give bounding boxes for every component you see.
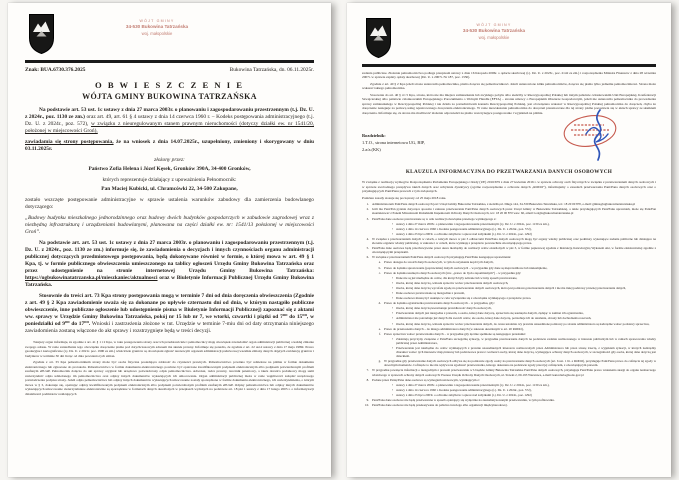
gdpr-item-label: 9. [366,398,369,403]
representative-line: Pan Maciej Kubicki, ul. Chramcówki 22, 34-500 Zakopane, [101,186,238,193]
gdpr-item-label: 7. [366,368,369,373]
gdpr-item-text: ustawy z dnia 23 lipca 2003r. o ochronie zabytków i opiece nad zabytkami (t.j. Dz. U. z 2024r., poz. 1292) [396,231,532,236]
gdpr-item-text: W przypadku powzięcia informacji o niezgodnym z prawem przetwarzaniu w Urzędzie Gminy Bukowina Tatrzańska Pani/Pana danych osobowych, przysługuje Pani/Panu prawo wniesienia skargi do organu nadzorczego właściwego w sprawach ochrony danych osobowych: Prezesa Urzędu Ochrony Danych Osobowych, ul. Stawki 2, 00-193 Warszawa, e-mail: kancelaria@uodo.gov.pl [372,368,656,377]
place-date: Bukowina Tatrzańska, dn. 06.11.2025r. [229,67,314,73]
gdpr-item-label: • [391,382,393,387]
meta-row [25,67,314,73]
gdpr-intro-paragraph: W związku z realizacją wymogów Rozporządzenia Parlamentu Europejskiego i Rady (UE) 2016/679 z dnia 27 kwietnia 2016 r. w sprawie ochrony osób fizycznych w związku z przetwarzaniem danych osobowych i w sprawie swobodnego przepływu takich danych oraz uchylenia dyrektywy (ogólne rozporządzenie o ochronie danych „RODO”), informujemy o zasadach przetwarzania Pani/Pana danych osobowych oraz o przysługujących Pani/Panu prawach z tym związanych. [362,180,656,194]
publication-info-paragraph [25,240,314,289]
office-stamp-line2: 34-530 Bukowina Tatrzańska [125,24,189,30]
gdpr-clause-list [362,202,656,407]
gdpr-list-item [362,202,656,206]
gdpr-list-item [386,291,656,295]
gdpr-item-label: • [391,296,393,301]
gdpr-item-text: Pani/Pana dane osobowe nie będą przetwarzane w sposób opierający się wyłącznie na zautomatyzowanym przetwarzaniu, w tym profilowaniu. [372,398,555,403]
gdpr-item-text: ustawy z dnia 27 marca 2003r. o planowaniu i zagospodarowaniu przestrzennym (t.j. Dz. U. z 2024r., poz. 1130 ze zm.), [396,382,550,387]
gdpr-item-text: Administratorem Pani/Pana danych osobowych jest: Urząd Gminy Bukowina Tatrzańska, z siedzibą ul. Długa 144, 34-530 Bukowina Tatrzańska, tel.: 18 20 00 870, e-mail: gmina@ugbukowinatatrzanska.pl [372,202,636,207]
gdpr-item-label: • [391,226,393,231]
gdpr-list-item [386,286,656,290]
gdpr-item-label: 6. [366,255,369,260]
representative-label: których reprezentuje działający z upoważnienia Pełnomocnik: [102,177,237,184]
gdpr-item-label: e. [378,326,381,331]
office-stamp-line3: woj. małopolskie [141,30,173,36]
gdpr-item-label: • [391,306,393,311]
document-subtitle: WÓJTA GMINY BUKOWINA TATRZAŃSKA [82,92,257,101]
gdpr-item-text: Podane przez Panią/Pana dane osobowe są wymogiem ustawowym, wynikającym z: [372,377,480,382]
gdpr-effective-date: Poniższe zasady stosuje się począwszy od 25 maja 2018 roku. [362,195,447,200]
gdpr-item-label: • [391,311,393,316]
gdpr-item-text: Dane nie są już niezbędne do celów, dla których były zebrane lub w inny sposób przetwarzane, [396,275,518,280]
gdpr-list-item [374,327,656,331]
gdpr-item-label: • [391,275,393,280]
gdpr-item-label: 10. [365,403,369,408]
coat-of-arms-icon [28,13,55,55]
gdpr-list-item [362,207,656,215]
gdpr-item-text: Dane osobowe muszą być usunięte w celu wywiązania się z obowiązku wynikającego z przepisów prawa. [396,296,532,301]
gdpr-item-text: Pani/Pana dane osobowe przetwarzane są w celu realizacji obowiązku prawnego wynikającego z: [372,216,497,221]
gdpr-item-text: Osoba, której dane dotyczą kwestionuje prawidłowość danych osobowych, [396,306,492,311]
gdpr-item-text: Jeśli ma Pani/Pan pytania dotyczące sposobu i zakresu przetwarzania Pani/Pana danych osobowych przez Urząd Gminy w Bukowinie Tatrzańskiej, a także przysługujących Pani/Panu uprawnień, może się Pani/Pan skontaktować z Panem Mirosławem Różańskim Inspektorem Ochrony Danych Osobowych, tel.: 18 20 00 870 wew. 60, email: iod@ugbukowinatatrzanska.pl [372,207,656,216]
header-rule [362,64,656,67]
gdpr-list-item [386,276,656,280]
gdpr-item-label: • [391,321,393,326]
gdpr-item-text: Osoba, której dane dotyczą, wniosła sprzeciw wobec przetwarzania danych, do czasu ustalenia czy prawnie uzasadnione podstawy po stronie administratora są nadrzędne wobec podstawy sprzeciwu, [396,321,650,326]
gdpr-item-text: Administrator nie potrzebuje już danych dla swoich celów, ale osoba, której dane dotyczą, potrzebuje ich do ustalenia, obrony lub dochodzenia roszczeń, [396,316,592,321]
gdpr-item-label: g. [378,359,381,364]
office-stamp-line2: 34-530 Bukowina Tatrzańska [462,28,526,34]
gdpr-item-text: ustawy z dnia 14 czerwca 1960 r. Kodeks postępowania administracyjnego (t.j. Dz. U. z 2024r., poz. 572), [396,226,532,231]
distribution-item-2: 2.a/a.(KK) [362,146,381,152]
gdpr-item-label: b. [378,265,381,270]
file-access-bold: Stosownie do treści art. 73 Kpa strony postępowania mogą w terminie 7 dni od dnia doręczenia obwieszczenia (Zgodnie z art. 49 § 2 Kpa zawiadomienie uważa się za dokonane po upływie czternastu dni od dnia, w którym nastąpiło publiczne obwieszczenie, inne publiczne ogłoszenie lub udostępnienie pisma w Biuletynie Informacji Publicznej) zapoznać się z aktami ww. sprawy w Urzędzie Gminy Bukowina Tatrzańska, pokój nr 15 lub nr 7, we wtorki, czwartki i piątki od 7⁰⁰ do 15⁰⁰, w poniedziałki od 9⁰⁰ do 17⁰⁰. [25,293,314,328]
legal-basis-mid: oraz art. 49, art. 61 § 4 ustawy z dnia 14 czerwca 1960 r. – Kodeks postępowania administracyjnego (t.j. Dz. U. z 2024r., poz. 572), [25,114,314,128]
gdpr-item-text: Prawo do żądania usunięcia danych osobowych (tzw. „prawo do bycia zapomnianym”) – w przypadku gdy: [384,270,522,275]
gdpr-list-item [362,217,656,221]
gdpr-list-item [362,246,656,254]
gdpr-list-item [374,271,656,275]
gdpr-item-text: Przetwarzanie danych jest niezgodne z prawem, a osoba, której dane dotyczą, sprzeciwia się usunięciu danych, żądając w zamian ich ograniczenia, [396,311,584,316]
gdpr-list-item [386,322,656,326]
gdpr-list-item [362,237,656,245]
publication-info-text: Na podstawie art. art. 53 ust. 1c ustawy z dnia 27 marca 2003r. o planowaniu i zagospodarowaniu przestrzennym (t.j. Dz. U. z 2024r., poz. 1130 ze zm.) informuje się, że zawiadomienia o decyzjach i innych czynnościach organu administracji publicznej dotyczących przedmiotowego postępowania, będą dokonywane również w formie, o której mowa w art. 49 § 1 Kpa, tj. w formie publicznego obwieszczenia umieszczonego na tablicy ogłoszeń Urzędu Gminy Bukowina Tatrzańska oraz przez udostępnienie na stronie internetowej Urzędu Gminy Bukowina Tatrzańska: [25,240,314,275]
file-access-paragraph [25,293,314,335]
gdpr-list-item [362,378,656,382]
gdpr-list-item [362,255,656,259]
gdpr-item-label: • [391,392,393,397]
header-rule [25,60,314,63]
page-1 [8,3,331,477]
gdpr-list-item [374,260,656,264]
fine-print-stamp-duty: zadania publiczne. Złożenie pełnomocnictwa podlega przepisom ustawy z dnia 16 listopada 2006r. o opłacie skarbowej (t.j. Dz. U. z 2023r., poz. 2142 ze zm.) i rozporządzenia Ministra Finansów z dnia 28 września 2007r. w sprawie zapłaty opłaty skarbowej (Dz. U. z 2007r. Nr 187, poz. 1330). [362,71,656,80]
office-stamp-line3: woj. małopolskie [478,34,510,40]
gdpr-list-item [374,301,656,305]
gdpr-item-text: Pani/Pana dane osobowe nie będą przekazywane do państwa trzeciego albo organizacji międzynarodowej. [372,403,508,408]
gdpr-list-item [374,332,656,336]
gdpr-list-item [386,227,656,231]
office-stamp [434,23,554,41]
gdpr-list-item [386,232,656,236]
fine-print-address-duty: Tutejszy organ informuje, że zgodnie z art. 41 § 1 i 2 Kpa, w toku postępowania strony oraz ich przedstawiciele i pełnomocnicy mają obowiązek zawiadomić organ administracji publicznej o każdej zmianie swojego adresu. W razie zaniedbania tego obowiązku doręczenie pisma pod dotychczasowym adresem ma skutek prawny. Informuje się ponadto, że zgodnie z art. 22 ust.2 ustawy z dnia 17 maja 1989r. Prawo geodezyjne i kartograficzne (t.j. Dz. U. z 2021r. poz. 1990 ze zm.) właściciele gruntów są obowiązani zgłosić terenowym organom administracji państwowej wszelkie zmiany danych objętych ewidencją gruntów i budynków w terminie 30 dni licząc od dnia powstania tych zmian. [25,340,314,358]
gdpr-list-item [374,266,656,270]
submitted-by-label: złożony przez: [154,157,185,164]
fine-print-foreign-party: Stosownie do art. 40 § 4 i 5 Kpa, strona, która nie ma miejsca zamieszkania lub zwykłego pobytu albo siedziby w Rzeczypospolitej Polskiej lub innym państwie członkowskim Unii Europejskiej, Konfederacji Szwajcarskiej albo państwie członkowskim Europejskiego Porozumienia o Wolnym Handlu (EFTA) – stronie umowy o Europejskim Obszarze Gospodarczym, jeżeli nie ustanowiła pełnomocnika do prowadzenia sprawy zamieszkałego w Rzeczypospolitej Polskiej i nie działa za pośrednictwem konsula Rzeczypospolitej Polskiej, jest obowiązana wskazać w Rzeczypospolitej Polskiej pełnomocnika do doręczeń, chyba że doręczenie następuje za pomocą usług rejestrowanego doręczenia elektronicznego. W razie niewskazania pełnomocnika do doręczeń przeznaczone dla tej strony pisma pozostawia się w aktach sprawy ze skutkiem doręczenia. Informuje się, że strona ma możliwość złożenia odpowiedzi na pismo wszczynające postępowanie i wyjaśnień na piśmie. [362,92,656,115]
gdpr-item-text: ustawy z dnia 14 czerwca 1960 r. Kodeks postępowania administracyjnego (t.j. Dz. U. z 2024r., poz. 572), [396,387,532,392]
gdpr-item-text: Prawo sprzeciwu wobec przetwarzania danych – w przypadku gdy łącznie spełnione są następujące przesłanki: [384,331,526,336]
page-1-header [25,9,314,59]
legal-basis-underlined: w związku z nieuregulowanym stanem prawnym nieruchomości (dotyczy działki ew. nr 1541/20, położonej w miejscowości Groń), [25,121,314,135]
gdpr-item-label: • [391,387,393,392]
gdpr-item-text: W związku z przetwarzaniem danych w celach, o których mowa w pkt 3 odbiorcami Pani/Pana danych osobowych mogą być organy władzy publicznej oraz podmioty wykonujące zadania publiczne lub działające na zlecenie organów władzy publicznej, w zakresie i w celach, które wynikają z przepisów powszechnie obowiązującego prawa. [372,236,656,246]
gdpr-list-item [374,359,656,367]
gdpr-item-label: a. [378,260,381,265]
gdpr-item-text: Zaistnieją przyczyny związane z Pani/Pana szczególną sytuacją, w przypadku przetwarzania danych na podstawie zadania realizowanego w interesie publicznym lub w ramach sprawowania władzy publicznej przez Administratora, [396,336,656,345]
gdpr-item-label: • [391,316,393,321]
gdpr-item-label: c. [378,270,381,275]
gdpr-item-label: d. [378,301,381,306]
legal-basis-bold: Na podstawie art. 53 ust. 1c ustawy z dnia 27 marca 2003r. o planowaniu i zagospodarowaniu przestrzennym (t.j. Dz. U. z 2024r., poz. 1130 ze zm.) [25,107,314,121]
gdpr-item-text: ustawy z dnia 23 lipca 2003r. o ochronie zabytków i opiece nad zabytkami (t.j. Dz. U. z 2024r., poz. 1292) [396,392,532,397]
case-number: Znak: BUA.6730.376.2025 [25,67,86,73]
office-stamp [97,19,217,37]
page-2-header [362,13,656,63]
project-quote: „Budowy budynku mieszkalnego jednorodzinnego oraz budowy dwóch budynków gospodarczych w zabudowie zagrodowej wraz z niezbędną infrastrukturą i urządzeniami budowlanymi, planowana na części działki ew. nr: 1541/13 położonej w miejscowości Groń”. [25,215,314,236]
opening-paragraph: zostało wszczęte postępowanie administracyjne w sprawie ustalenia warunków zabudowy dla zamierzenia budowlanego dotyczącego: [25,197,314,211]
gdpr-list-item [362,398,656,402]
office-stamp-line1: WÓJT GMINY [476,23,512,27]
gdpr-list-item [386,316,656,320]
gdpr-list-item [386,281,656,285]
applicants-line: Państwo Zofia Helena i Józef Kęsek, Gronków 390A, 34-400 Gronków, [88,166,251,173]
fine-print-proxy-rules: Zgodnie z art. 33 Kpa pełnomocnikiem strony może być osoba fizyczna posiadająca zdolność do czynności prawnych. Pełnomocnictwo powinno być udzielone na piśmie w formie dokumentu elektronicznego lub zgłoszone do protokołu. Pełnomocnictwo w formie dokumentu elektronicznego powinno być opatrzone kwalifikowanym podpisem elektronicznym albo podpisem potwierdzonym profilem zaufanym ePUAP. Pełnomocnik dołącza do akt sprawy oryginał lub urzędowo poświadczony odpis pełnomocnictwa. Adwokat, radca prawny, rzecznik patentowy, a także doradca podatkowy mogą sami uwierzytelnić odpis udzielonego im pełnomocnictwa oraz odpisy innych dokumentów wykazujących ich umocowanie. Organ administracji publicznej może w razie wątpliwości zażądać urzędowego poświadczenia podpisu strony. Jeżeli odpis pełnomocnictwa lub odpisy innych dokumentów wykazujących umocowanie zostały sporządzone w formie dokumentu elektronicznego, ich uwierzytelnienia, o którym mowa w § 3, dokonuje się, opatrując odpisy kwalifikowanym podpisem elektronicznym albo podpisem potwierdzonym profilem zaufanym ePUAP. Odpisy pełnomocnictwa lub odpisy innych dokumentów wykazujących umocowanie uwierzytelniane elektronicznie są sporządzane w formatach danych określonych w przepisach wydanych na podstawie art. 18 pkt 1 ustawy z dnia 17 lutego 2005 r. o informatyzacji działalności podmiotów realizujących [25,360,314,396]
gdpr-item-text: Prawo dostępu do swoich danych osobowych, w tym do uzyskania kopii tych danych, [384,260,494,265]
distribution-item-1: 1.T.O., strona internetowa UG, BIP, [362,139,425,145]
gdpr-item-label: 3. [366,216,369,221]
signature-stamp-icon [560,107,632,163]
coat-of-arms-icon [365,17,392,59]
notice-paragraph [25,139,314,153]
gdpr-item-label: • [391,290,393,295]
gdpr-item-label: 4. [366,236,369,241]
signature-block [362,121,656,163]
publication-info-end: oraz w Biuletynie Informacji Publicznej Urzędu Gminy Bukowina Tatrzańska. [25,275,314,289]
file-access-rest: Wnioski i zastrzeżenia złożone w tut. Urzędzie w terminie 7-miu dni od daty otrzymania niniejszego zawiadomienia zostaną włączone do akt sprawy i rozstrzygnięte będą w treści decyzji. [25,321,314,335]
gdpr-list-item [386,306,656,310]
distribution-list [362,121,425,163]
office-stamp-line1: WÓJT GMINY [139,19,175,23]
gdpr-list-item [362,403,656,407]
gdpr-item-text: Dane osobowe przetwarzane są niezgodnie z prawem, [396,290,465,295]
gdpr-item-text: W przypadku gdy przetwarzanie danych osobowych odbywa się na podstawie zgody osoby na przetwarzanie danych osobowych (art. 6 ust. 1 lit. a RODO), przysługuje Pani/Panu prawo do cofnięcia tej zgody w dowolnym momencie. Cofnięcie to nie ma wpływu na zgodność przetwarzania, którego dokonano na podstawie zgody przed jej cofnięciem, z obowiązującym prawem. [384,359,656,368]
gdpr-list-item [386,383,656,387]
gdpr-clause-title: KLAUZULA INFORMACYJNA DO PRZETWARZANIA DANYCH OSOBOWYCH [405,169,613,176]
gdpr-list-item [386,337,656,345]
gdpr-list-item [386,388,656,392]
gdpr-list-item [386,393,656,397]
gdpr-item-text: Pani/Pana dane osobowe będą przechowywane przez okres niezbędny do realizacji celów określonych w pkt 3, w formie papierowej zgodnie z Instrukcją Kancelaryjną Wykazem Akt, w formie elektronicznej zgodnie z obowiązującymi przepisami. [372,246,656,255]
gdpr-item-text: Prawo do przenoszenia danych – do innego administratora danych (w zakresie określonym w art. 20 RODO), [384,326,524,331]
gdpr-item-label: • [391,285,393,290]
gdpr-item-label: 8. [366,377,369,382]
gdpr-list-item [386,346,656,358]
gdpr-item-label: 1. [366,202,369,207]
notice-lead: zawiadamia się strony postępowania, [25,139,114,146]
gdpr-item-text: Osoba, której dane dotyczą wycofała zgodę na przetwarzanie danych osobowych, która jest podstawą przetwarzania danych i nie ma innej podstawy prawnej przetwarzania danych, [396,285,627,290]
gdpr-item-label: f. [379,331,381,336]
gdpr-item-label: • [391,280,393,285]
gdpr-item-label: 5. [366,246,369,251]
gdpr-item-text: W związku z przetwarzaniem Pani/Pana danych osobowych przysługują Pani/Panu następujące uprawnienia: [372,255,512,260]
gdpr-list-item [386,222,656,226]
gdpr-item-text: Przetwarzanie jest niezbędne do celów wynikających z prawnie uzasadnionych interesów realizowanych przez Administratora lub przez stronę trzecią, z wyjątkiem sytuacji, w których nadrzędny charakter wobec tych interesów mają interesy lub podstawowe prawa i wolności osoby, której dane dotyczą, wymagające ochrony danych osobowych, w szczególności gdy osoba, której dane dotyczą jest dzieckiem. [396,346,656,359]
gdpr-item-label: • [391,221,393,226]
gdpr-item-text: Prawo do żądania sprostowania (poprawiania) danych osobowych – w przypadku gdy dane są nieprawidłowe lub niekompletne, [384,265,548,270]
website-url: https://ugbukowinatatrzanska.pl/mieszkaniec/aktualnosci [25,275,158,282]
distribution-label: Rozdzielnik: [362,133,386,139]
document-title: O B W I E S Z C Z E N I E [94,80,245,90]
gdpr-list-item [362,368,656,376]
gdpr-item-label: • [391,346,393,351]
fine-print-delivery-to-proxy: Zgodnie z art. 40 § 2 Kpa jeżeli strona ustanowiła pełnomocnika, pisma doręcza się pełnomocnikowi. Jeżeli ustanowiono kilku pełnomocników, doręcza się pisma tylko jednemu pełnomocnikowi. Strona może wskazać takiego pełnomocnika. [362,81,656,91]
gdpr-item-label: • [391,231,393,236]
page-2 [347,3,671,477]
gdpr-item-label: 2. [366,207,369,212]
legal-basis-paragraph [25,107,314,135]
gdpr-list-item [386,311,656,315]
gdpr-item-text: ustawy z dnia 27 marca 2003r. o planowaniu i zagospodarowaniu przestrzennym (t.j. Dz. U. z 2024r., poz. 1130 ze zm.), [396,221,550,226]
gdpr-item-text: Prawo do żądania ograniczenia przetwarzania danych osobowych – w przypadku, gdy: [384,301,495,306]
gdpr-list-item [386,296,656,300]
notice-rest: że na wniosek z dnia 14.07.2025r., uzupełniony, zmieniony i skorygowany w dniu 03.11.2025r. [25,139,314,153]
gdpr-item-text: Osoba, której dane dotyczą, wniosła sprzeciw wobec przetwarzania danych osobowych, [396,280,509,285]
gdpr-item-label: • [391,336,393,341]
